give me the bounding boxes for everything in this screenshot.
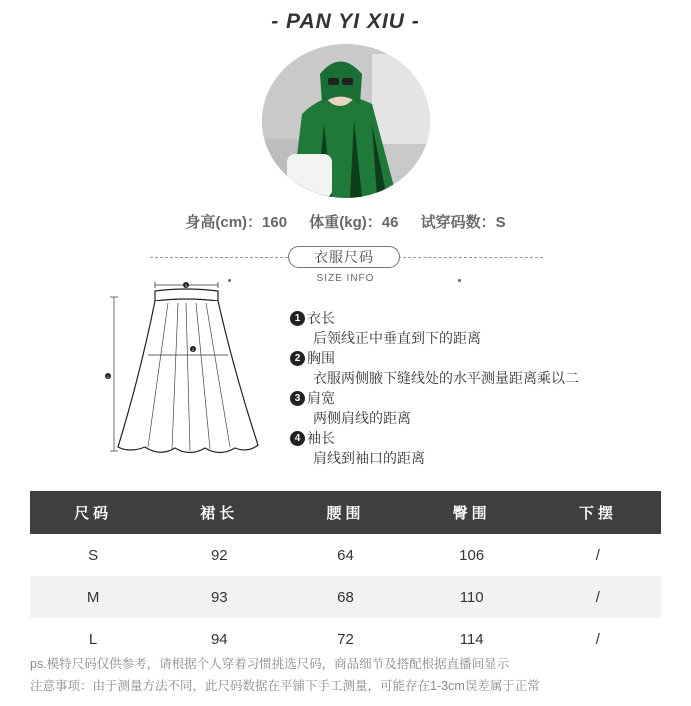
- header-hem: 下摆: [535, 491, 661, 534]
- brand-title: - PAN YI XIU -: [271, 10, 420, 33]
- table-cell: 94: [210, 630, 228, 648]
- diagram-label-2: 2: [191, 347, 195, 352]
- measure-title-4: [290, 428, 620, 448]
- table-cell: 64: [337, 546, 354, 564]
- table-cell: /: [595, 630, 600, 648]
- measure-desc-2: 衣服两侧腋下缝线处的水平测量距离乘以二: [313, 370, 579, 386]
- table-header-row: [30, 491, 661, 534]
- notes: [30, 653, 540, 697]
- note-measurement: 注意事项：由于测量方法不同，此尺码数据在平铺下手工测量，可能存在1-3cm误差属于正常: [30, 679, 540, 693]
- measure-desc-4: 肩线到袖口的距离: [313, 450, 425, 466]
- diagram-label-1: 1: [106, 374, 110, 379]
- measure-num-2: 2: [290, 351, 305, 366]
- model-weight: 体重(kg)：46: [309, 214, 399, 231]
- header-length: 裙长: [156, 491, 282, 534]
- header-waist: 腰围: [282, 491, 408, 534]
- measurement-guide: [290, 308, 620, 468]
- table-cell: 106: [459, 546, 485, 564]
- divider-left: [150, 257, 288, 258]
- measure-num-1: 1: [290, 311, 305, 326]
- measure-name-3: 肩宽: [307, 390, 335, 406]
- table-row: [30, 576, 661, 618]
- diagram-label-3: 3: [184, 283, 188, 288]
- model-photo-illustration: [262, 44, 430, 198]
- model-info: [0, 211, 691, 232]
- table-cell: M: [30, 576, 156, 618]
- measure-name-4: 袖长: [307, 430, 335, 446]
- table-cell: /: [535, 576, 661, 618]
- divider-right: [398, 257, 543, 258]
- measure-title-1: [290, 308, 620, 328]
- table-cell: S: [88, 546, 99, 564]
- table-cell: 72: [337, 630, 354, 648]
- size-section-title: 衣服尺码: [288, 246, 400, 268]
- decor-dot: [458, 279, 461, 282]
- table-cell: 110: [409, 576, 535, 618]
- measure-title-2: [290, 348, 620, 368]
- measure-name-2: 胸围: [307, 350, 335, 366]
- table-cell: 92: [210, 546, 228, 564]
- size-section-subtitle: SIZE INFO: [316, 273, 375, 284]
- header-hip: 臀围: [409, 491, 535, 534]
- model-height: 身高(cm)：160: [185, 214, 288, 231]
- header-size: 尺码: [30, 491, 156, 534]
- measure-name-1: 衣长: [307, 310, 335, 326]
- table-row: [30, 534, 661, 576]
- measure-desc-3: 两侧肩线的距离: [313, 410, 411, 426]
- size-table: [30, 491, 661, 660]
- table-cell: 114: [459, 630, 484, 648]
- table-cell: 68: [282, 576, 408, 618]
- table-cell: 93: [156, 576, 282, 618]
- measure-title-3: [290, 388, 620, 408]
- table-cell: L: [88, 630, 98, 648]
- note-reference: ps.模特尺码仅供参考，请根据个人穿着习惯挑选尺码，商品细节及搭配根据直播间显示: [30, 657, 510, 671]
- measure-num-4: 4: [290, 431, 305, 446]
- model-photo: [262, 44, 430, 198]
- measure-desc-1: 后领线正中垂直到下的距离: [313, 330, 481, 346]
- model-size: 试穿码数：S: [420, 214, 506, 231]
- skirt-diagram: [100, 275, 265, 475]
- measure-num-3: 3: [290, 391, 305, 406]
- table-cell: /: [595, 546, 600, 564]
